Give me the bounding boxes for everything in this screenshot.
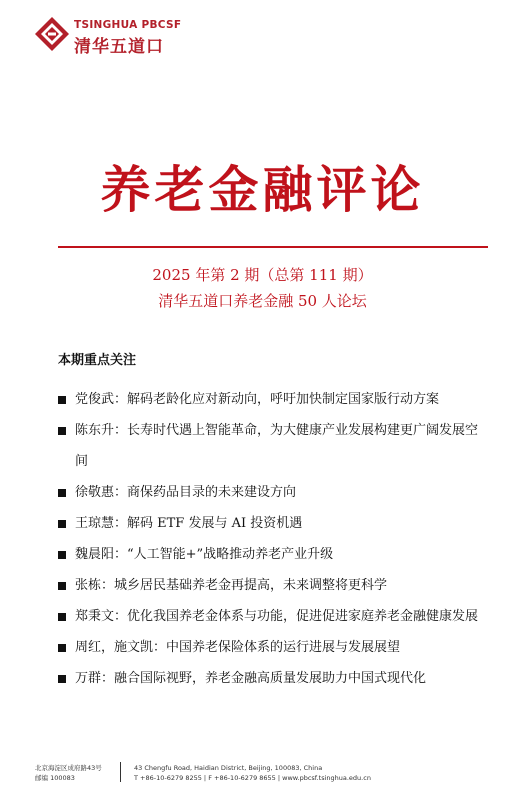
square-bullet-icon xyxy=(58,644,66,652)
list-item: 张栋：城乡居民基础养老金再提高，未来调整将更科学 xyxy=(58,570,478,601)
square-bullet-icon xyxy=(58,613,66,621)
list-item: 陈东升：长寿时代遇上智能革命，为大健康产业发展构建更广阔发展空间 xyxy=(58,415,478,477)
list-item: 党俊武：解码老龄化应对新动向，呼吁加快制定国家版行动方案 xyxy=(58,384,478,415)
footer-address-cn xyxy=(35,763,102,783)
list-item: 徐敬惠：商保药品目录的未来建设方向 xyxy=(58,477,478,508)
square-bullet-icon xyxy=(58,427,66,435)
footer-address-line: 北京海淀区成府路43号 xyxy=(35,764,102,772)
square-bullet-icon xyxy=(58,396,66,404)
logo-english: TSINGHUA PBCSF xyxy=(74,19,182,31)
list-item: 王琼慧：解码 ETF 发展与 AI 投资机遇 xyxy=(58,508,478,539)
title-divider xyxy=(58,246,488,248)
square-bullet-icon xyxy=(58,551,66,559)
footer-contact: T +86-10-6279 8255 | F +86-10-6279 8655 | www.pbcsf.tsinghua.edu.cn xyxy=(134,774,371,782)
pbcsf-emblem-icon xyxy=(34,16,70,52)
highlights-list xyxy=(58,384,478,694)
list-item: 郑秉文：优化我国养老金体系与功能，促进促进家庭养老金融健康发展 xyxy=(58,601,478,632)
footer-address-en xyxy=(134,763,371,783)
square-bullet-icon xyxy=(58,582,66,590)
page-title: 养老金融评论 xyxy=(100,160,425,219)
footer-postcode: 邮编 100083 xyxy=(35,774,75,782)
list-item: 周红，施文凯：中国养老保险体系的运行进展与发展展望 xyxy=(58,632,478,663)
square-bullet-icon xyxy=(58,489,66,497)
footer-divider xyxy=(120,762,121,782)
section-heading: 本期重点关注 xyxy=(58,353,137,368)
logo-chinese: 清华五道口 xyxy=(74,37,164,57)
list-item: 万群：融合国际视野，养老金融高质量发展助力中国式现代化 xyxy=(58,663,478,694)
footer-address-line-en: 43 Chengfu Road, Haidian District, Beijing, 100083, China xyxy=(134,764,323,772)
list-item: 魏晨阳：“人工智能+”战略推动养老产业升级 xyxy=(58,539,478,570)
issue-subtitle: 2025 年第 2 期（总第 111 期） xyxy=(152,266,373,284)
square-bullet-icon xyxy=(58,520,66,528)
logo xyxy=(34,16,184,56)
forum-subtitle: 清华五道口养老金融 50 人论坛 xyxy=(158,292,367,310)
square-bullet-icon xyxy=(58,675,66,683)
